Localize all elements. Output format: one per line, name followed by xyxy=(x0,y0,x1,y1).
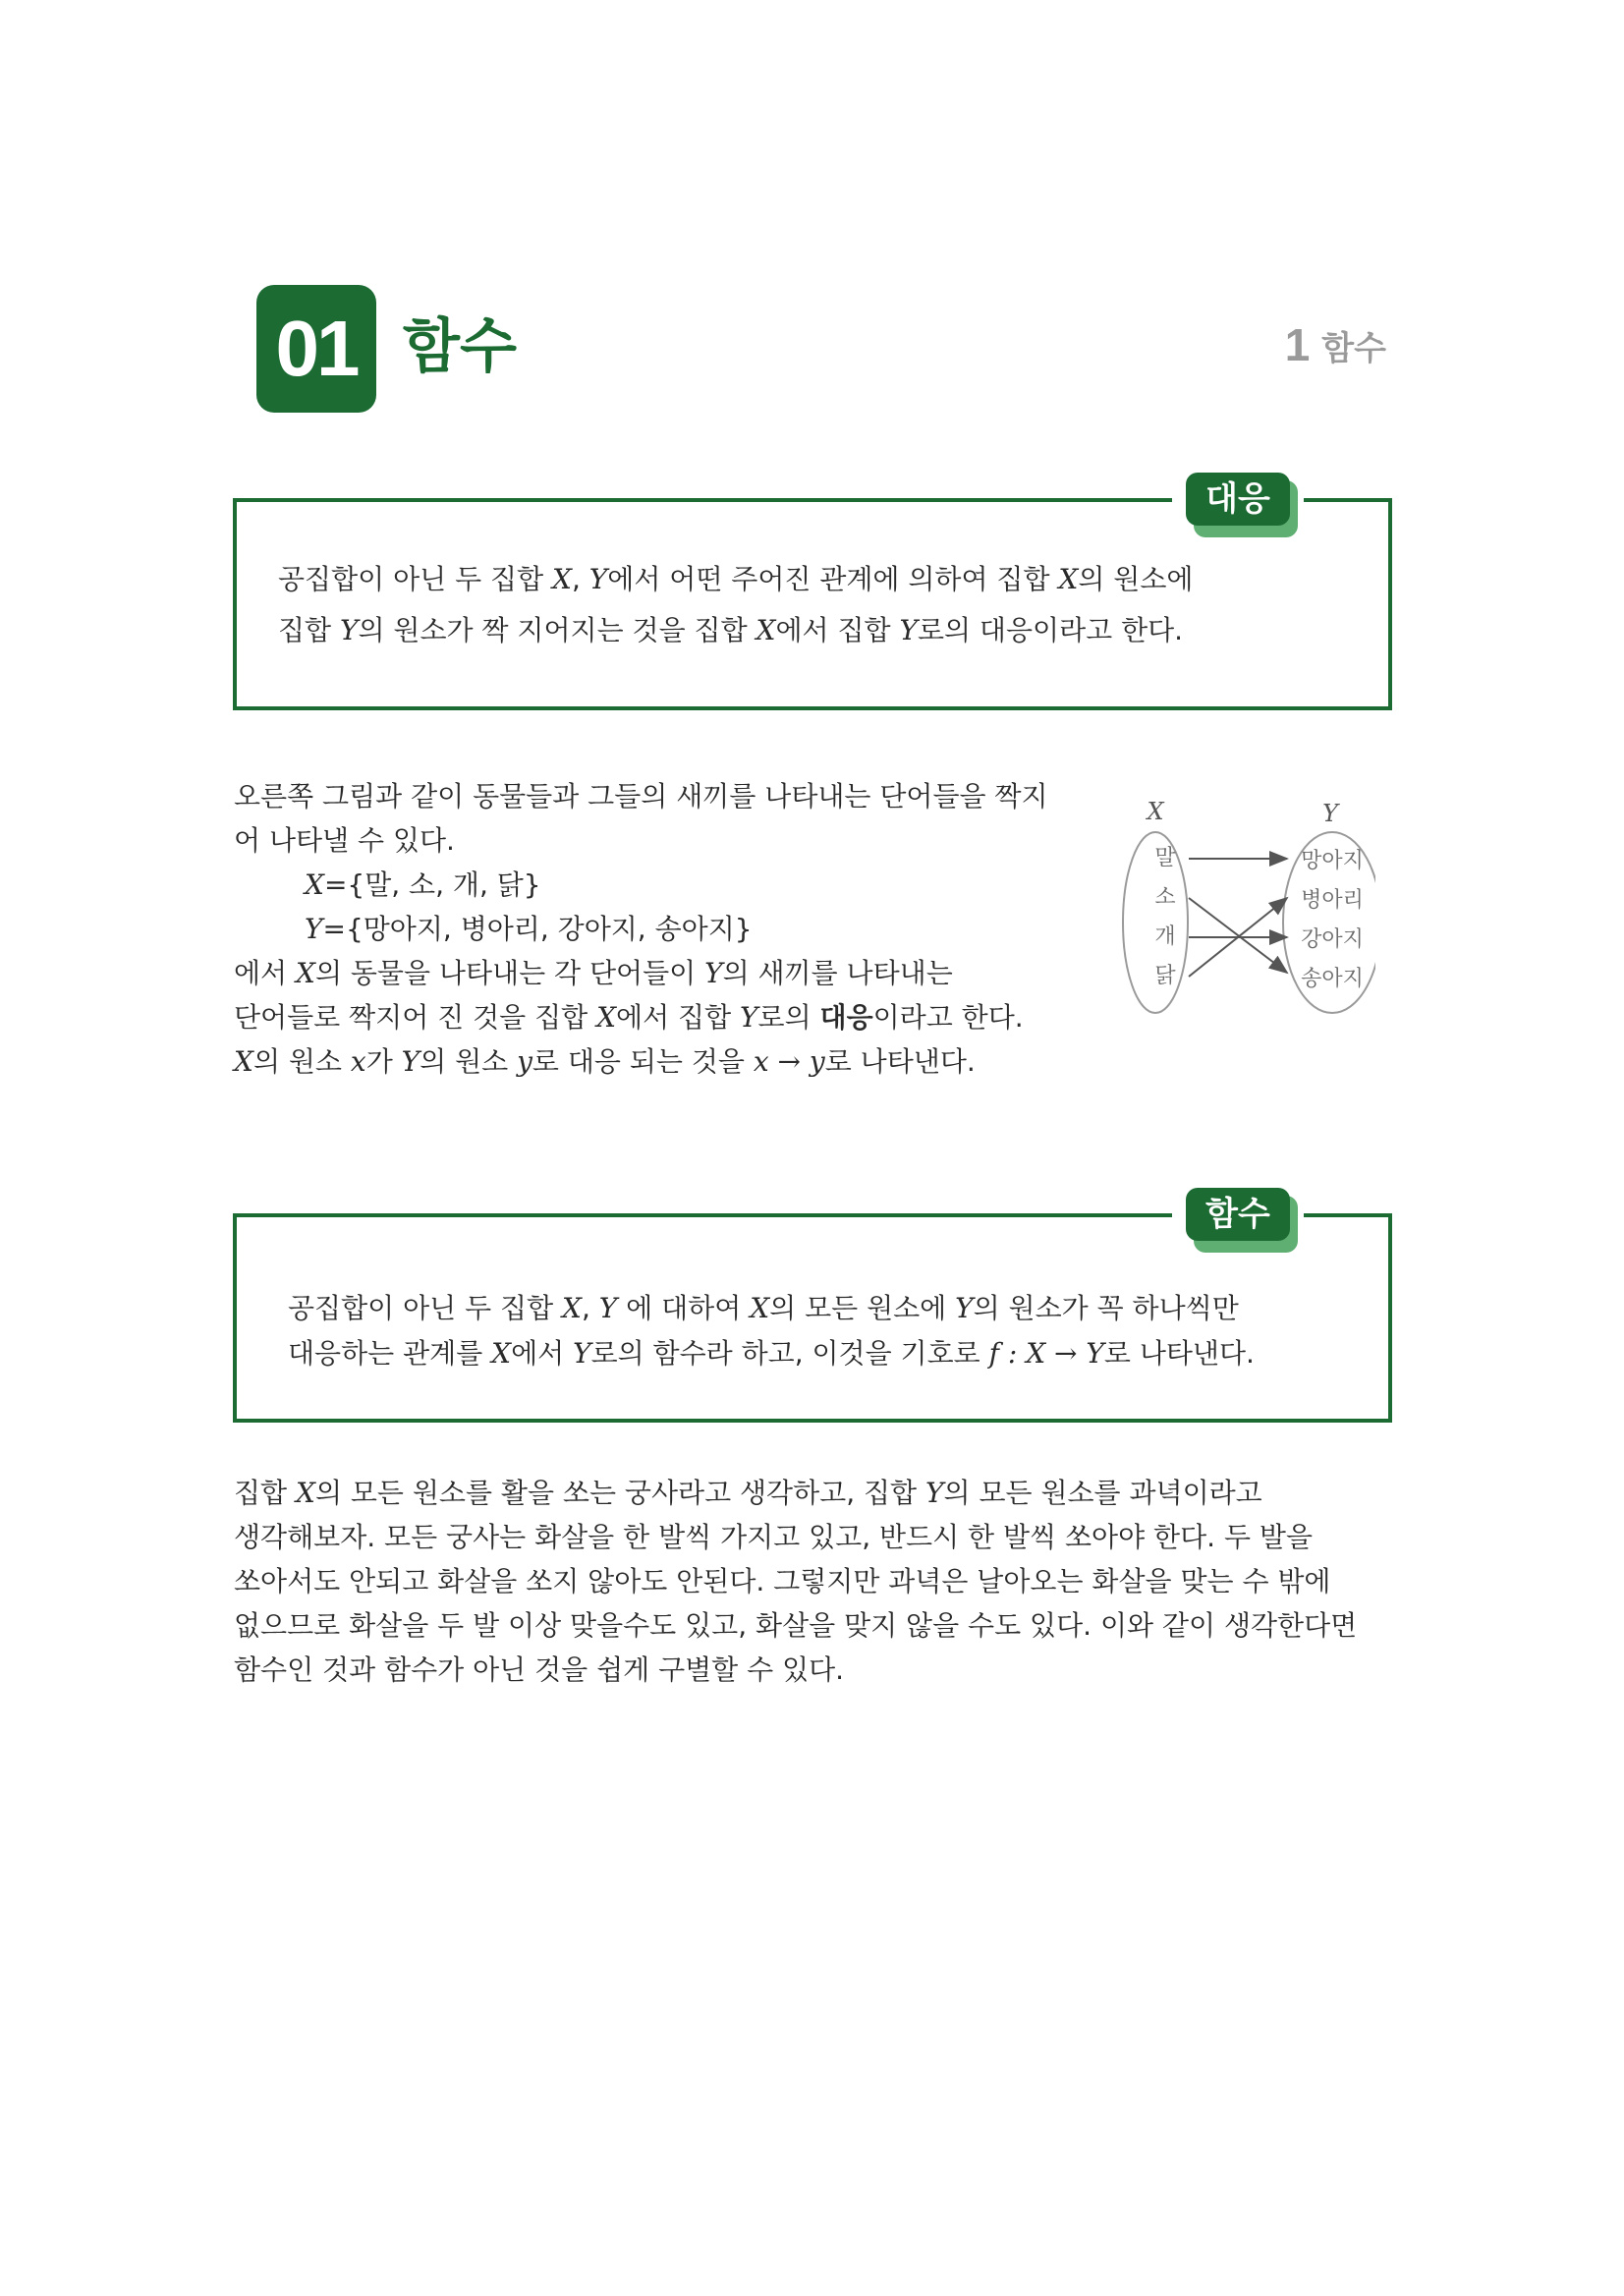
text-run: 이라고 한다. xyxy=(872,1001,1024,1034)
codomain-element: 강아지 xyxy=(1301,927,1364,952)
set-y-definition xyxy=(234,907,1098,951)
text-run: 집합 xyxy=(278,614,340,646)
set-y-label: Y xyxy=(1322,800,1338,827)
definition-line xyxy=(278,605,1193,656)
math-expression: f : X → Y xyxy=(988,1337,1104,1370)
domain-element: 닭 xyxy=(1154,964,1176,988)
set-x-definition xyxy=(234,863,1098,907)
math-expression: x → y xyxy=(753,1045,825,1078)
definition-box-function xyxy=(233,1195,1392,1423)
text-run: 집합 xyxy=(234,1477,296,1509)
text-run: , xyxy=(581,1292,599,1324)
math-symbol: Y xyxy=(704,957,723,989)
explanation-paragraph xyxy=(234,774,1098,1084)
text-run: , xyxy=(571,563,589,595)
text-run: 로의 대응이라고 한다. xyxy=(917,614,1184,646)
paragraph-line xyxy=(234,995,1098,1039)
math-symbol: Y xyxy=(305,913,323,945)
math-symbol: Y xyxy=(573,1337,591,1370)
paragraph-line xyxy=(234,818,1098,863)
math-symbol: X xyxy=(491,1337,512,1370)
chapter-number-badge: 01 xyxy=(256,285,376,413)
chapter-title: 함수 xyxy=(403,312,517,381)
text-run: 의 모든 원소를 과녁이라고 xyxy=(943,1477,1262,1509)
definition-line xyxy=(288,1331,1255,1376)
text-run: 에서 xyxy=(511,1337,574,1370)
text-run: 의 원소에 xyxy=(1078,563,1194,595)
section-indicator xyxy=(1285,318,1386,371)
math-symbol: y xyxy=(517,1045,532,1078)
text-run: 단어들로 짝지어 진 것을 집합 xyxy=(234,1001,597,1034)
text-run: 어 나타낼 수 있다. xyxy=(234,824,455,857)
text-run: ={망아지, 병아리, 강아지, 송아지} xyxy=(322,913,753,945)
text-run: 쏘아서도 안되고 화살을 쏘지 않아도 안된다. 그렇지만 과녁은 날아오는 화살을 맞는 수 밖에 xyxy=(234,1565,1331,1597)
text-run: 의 모든 원소에 xyxy=(769,1292,956,1324)
paragraph-line xyxy=(234,1515,1393,1559)
text-run: 로 나타낸다. xyxy=(1103,1337,1255,1370)
bold-term: 대응 xyxy=(819,1001,873,1034)
box-tag xyxy=(1172,1188,1304,1241)
text-run: 의 모든 원소를 활을 쏘는 궁사라고 생각하고, 집합 xyxy=(314,1477,926,1509)
text-run: 가 xyxy=(365,1045,402,1078)
math-symbol: X xyxy=(296,1477,315,1509)
box-tag xyxy=(1172,473,1304,526)
paragraph-line xyxy=(234,1039,1098,1084)
math-symbol: Y xyxy=(925,1477,944,1509)
codomain-element: 병아리 xyxy=(1301,888,1364,913)
text-run: 의 원소 xyxy=(420,1045,518,1078)
text-run: 로의 xyxy=(757,1001,820,1034)
text-run: 의 원소가 꼭 하나씩만 xyxy=(973,1292,1239,1324)
math-symbol: X xyxy=(756,614,776,646)
math-symbol: Y xyxy=(588,563,608,595)
math-symbol: x xyxy=(350,1045,366,1078)
definition-line xyxy=(278,554,1193,605)
text-run: 없으므로 화살을 두 발 이상 맞을수도 있고, 화살을 맞지 않을 수도 있다. 이와 같이 생각한다면 xyxy=(234,1609,1358,1642)
math-symbol: X xyxy=(296,957,315,989)
analogy-paragraph xyxy=(234,1471,1393,1692)
text-run: 함수인 것과 함수가 아닌 것을 쉽게 구별할 수 있다. xyxy=(234,1653,845,1686)
math-symbol: Y xyxy=(401,1045,420,1078)
text-run: 에서 집합 xyxy=(775,614,900,646)
math-symbol: X xyxy=(1058,563,1079,595)
text-run: 에서 xyxy=(234,957,296,989)
math-symbol: Y xyxy=(740,1001,758,1034)
text-run: 로 대응 되는 것을 xyxy=(532,1045,754,1078)
text-run: 에서 어떤 주어진 관계에 의하여 집합 xyxy=(607,563,1059,595)
math-symbol: Y xyxy=(340,614,359,646)
domain-element: 개 xyxy=(1154,924,1176,949)
math-symbol: X xyxy=(552,563,572,595)
text-run: 의 원소 xyxy=(252,1045,351,1078)
paragraph-line xyxy=(234,1471,1393,1515)
paragraph-line xyxy=(234,1603,1393,1648)
math-symbol: X xyxy=(596,1001,617,1034)
math-symbol: Y xyxy=(598,1292,618,1324)
math-symbol: Y xyxy=(955,1292,974,1324)
set-x-label: X xyxy=(1147,798,1164,825)
math-symbol: X xyxy=(750,1292,770,1324)
correspondence-diagram xyxy=(1110,798,1375,1024)
text-run: 로 나타낸다. xyxy=(824,1045,976,1078)
paragraph-line xyxy=(234,1559,1393,1603)
text-run: 생각해보자. 모든 궁사는 화살을 한 발씩 가지고 있고, 반드시 한 발씩 쏘아야 한다. 두 발을 xyxy=(234,1521,1313,1553)
math-symbol: Y xyxy=(899,614,918,646)
text-run: 의 새끼를 나타내는 xyxy=(722,957,953,989)
tag-label: 함수 xyxy=(1186,1188,1290,1241)
paragraph-line xyxy=(234,951,1098,995)
text-run: 에서 집합 xyxy=(616,1001,741,1034)
text-run: 로의 함수라 하고, 이것을 기호로 xyxy=(590,1337,989,1370)
definition-line xyxy=(288,1286,1255,1331)
paragraph-line xyxy=(234,1648,1393,1692)
text-run: 의 원소가 짝 지어지는 것을 집합 xyxy=(358,614,756,646)
text-run: 오른쪽 그림과 같이 동물들과 그들의 새끼를 나타내는 단어들을 짝지 xyxy=(234,780,1048,812)
text-run: 에 대하여 xyxy=(617,1292,751,1324)
codomain-element: 송아지 xyxy=(1301,967,1364,991)
math-symbol: X xyxy=(305,868,324,901)
text-run: 의 동물을 나타내는 각 단어들이 xyxy=(314,957,705,989)
text-run: ={말, 소, 개, 닭} xyxy=(323,868,541,901)
definition-box-correspondence xyxy=(233,479,1392,710)
text-run: 대응하는 관계를 xyxy=(288,1337,492,1370)
codomain-element: 망아지 xyxy=(1301,849,1364,873)
section-title: 함수 xyxy=(1321,328,1386,368)
text-run: 공집합이 아닌 두 집합 xyxy=(278,563,553,595)
tag-label: 대응 xyxy=(1186,473,1290,526)
math-symbol: X xyxy=(562,1292,582,1324)
definition-text xyxy=(278,554,1193,656)
domain-element: 소 xyxy=(1154,885,1176,910)
domain-element: 말 xyxy=(1154,846,1176,870)
paragraph-line xyxy=(234,774,1098,818)
definition-text xyxy=(288,1286,1255,1376)
math-symbol: X xyxy=(234,1045,253,1078)
text-run: 공집합이 아닌 두 집합 xyxy=(288,1292,563,1324)
section-number: 1 xyxy=(1284,319,1311,370)
